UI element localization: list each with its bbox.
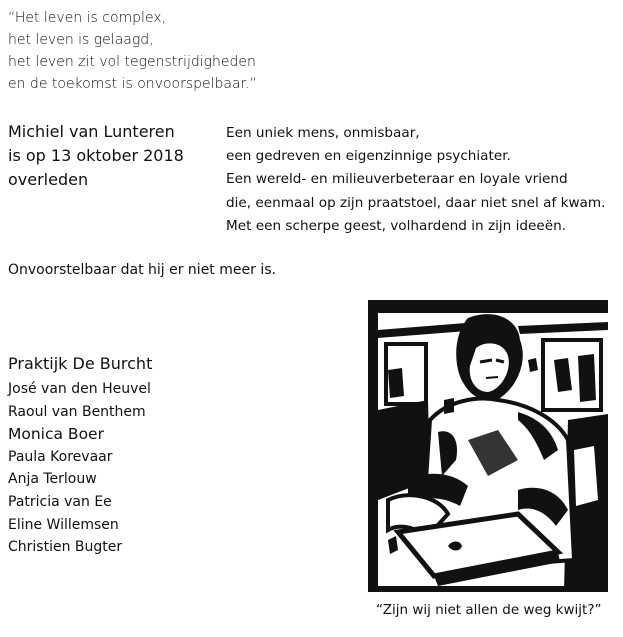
quote-line: het leven zit vol tegenstrijdigheden: [8, 54, 256, 70]
staff-list: [8, 378, 151, 559]
tribute-line: een gedreven en eigenzinnige psychiater.: [226, 148, 511, 165]
opening-quote: [8, 7, 257, 95]
tribute-line: die, eenmaal op zijn praatstoel, daar niet snel af kwam.: [226, 194, 606, 211]
portrait-illustration: [368, 300, 608, 592]
staff-member: Eline Willemsen: [8, 516, 119, 533]
staff-member: Patricia van Ee: [8, 493, 112, 510]
deceased-line: overleden: [8, 170, 89, 189]
quote-line: “Het leven is complex,: [8, 10, 167, 26]
staff-member: Paula Korevaar: [8, 448, 113, 465]
staff-member: Raoul van Benthem: [8, 403, 146, 420]
staff-member: Anja Terlouw: [8, 471, 97, 488]
deceased-announcement: [8, 120, 184, 192]
photo-caption: “Zijn wij niet allen de weg kwijt?”: [376, 602, 602, 618]
deceased-line: is op 13 oktober 2018: [8, 146, 184, 165]
staff-member: Christien Bugter: [8, 539, 123, 556]
portrait-photo: [368, 300, 608, 592]
staff-member: José van den Heuvel: [8, 381, 151, 397]
practice-name: Praktijk De Burcht: [8, 354, 153, 373]
tribute-line: Een uniek mens, onmisbaar,: [226, 125, 420, 141]
tribute-text: [226, 122, 605, 238]
quote-line: en de toekomst is onvoorspelbaar.”: [8, 76, 257, 92]
closing-sentence: Onvoorstelbaar dat hij er niet meer is.: [8, 262, 276, 278]
quote-line: het leven is gelaagd,: [8, 32, 154, 48]
staff-member: Monica Boer: [8, 425, 104, 444]
deceased-line: Michiel van Lunteren: [8, 122, 175, 141]
tribute-line: Een wereld- en milieuverbeteraar en loyale vriend: [226, 171, 568, 188]
tribute-line: Met een scherpe geest, volhardend in zijn ideeën.: [226, 217, 567, 234]
